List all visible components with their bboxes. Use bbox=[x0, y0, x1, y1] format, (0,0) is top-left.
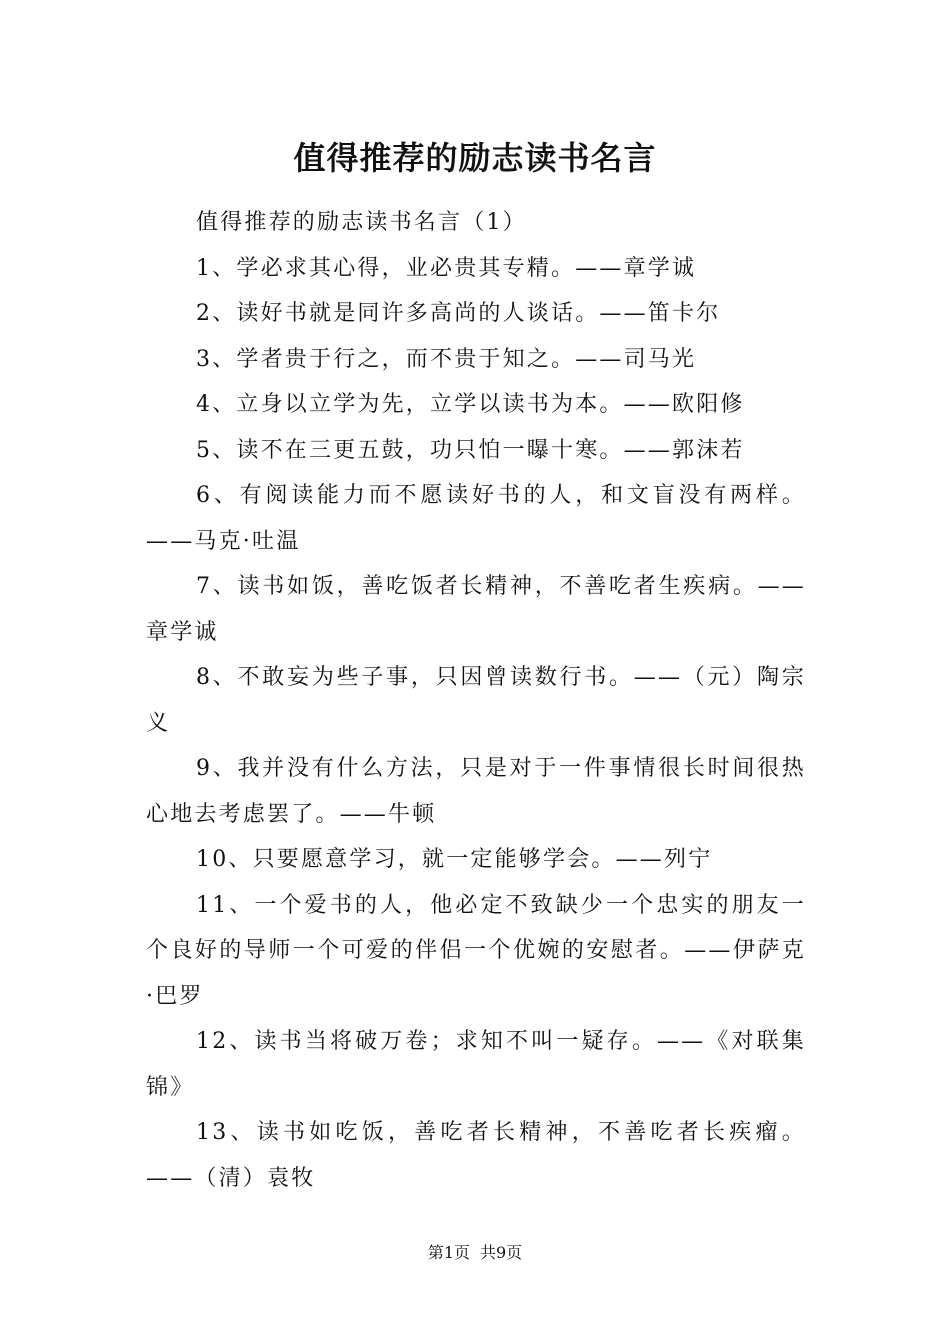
quote-paragraph: 8、不敢妄为些子事，只因曾读数行书。——（元）陶宗义 bbox=[146, 665, 806, 736]
quote-paragraph: 5、读不在三更五鼓，功只怕一曝十寒。——郭沫若 bbox=[196, 437, 745, 463]
quote-paragraph: 1、学必求其心得，业必贵其专精。——章学诚 bbox=[196, 255, 697, 281]
quote-paragraph: 12、读书当将破万卷；求知不叫一疑存。——《对联集锦》 bbox=[146, 1029, 806, 1100]
quote-paragraph: 3、学者贵于行之，而不贵于知之。——司马光 bbox=[196, 346, 697, 372]
paragraph-heading: 值得推荐的励志读书名言（1） bbox=[196, 210, 527, 235]
page-total: 共9页 bbox=[480, 1243, 523, 1262]
quote-paragraph: 4、立身以立学为先，立学以读书为本。——欧阳修 bbox=[196, 392, 745, 417]
page-number: 第1页 bbox=[427, 1243, 470, 1262]
quote-paragraph: 10、只要愿意学习，就一定能够学会。——列宁 bbox=[196, 847, 713, 872]
quote-paragraph: 9、我并没有什么方法，只是对于一件事情很长时间很热心地去考虑罢了。——牛顿 bbox=[146, 756, 806, 827]
quote-paragraph: 2、读好书就是同许多高尚的人谈话。——笛卡尔 bbox=[196, 301, 721, 326]
quote-paragraph: 6、有阅读能力而不愿读好书的人，和文盲没有两样。——马克·吐温 bbox=[146, 483, 806, 554]
document-title: 值得推荐的励志读书名言 bbox=[293, 139, 657, 177]
quote-paragraph: 13、读书如吃饭，善吃者长精神，不善吃者长疾瘤。——（清）袁牧 bbox=[146, 1120, 806, 1191]
page-footer bbox=[0, 1241, 950, 1265]
document-body bbox=[146, 200, 806, 1201]
quote-paragraph: 7、读书如饭，善吃饭者长精神，不善吃者生疾病。——章学诚 bbox=[146, 574, 806, 645]
quote-paragraph: 11、一个爱书的人，他必定不致缺少一个忠实的朋友一个良好的导师一个可爱的伴侣一个优婉的安慰者。——伊萨克·巴罗 bbox=[146, 892, 806, 1009]
